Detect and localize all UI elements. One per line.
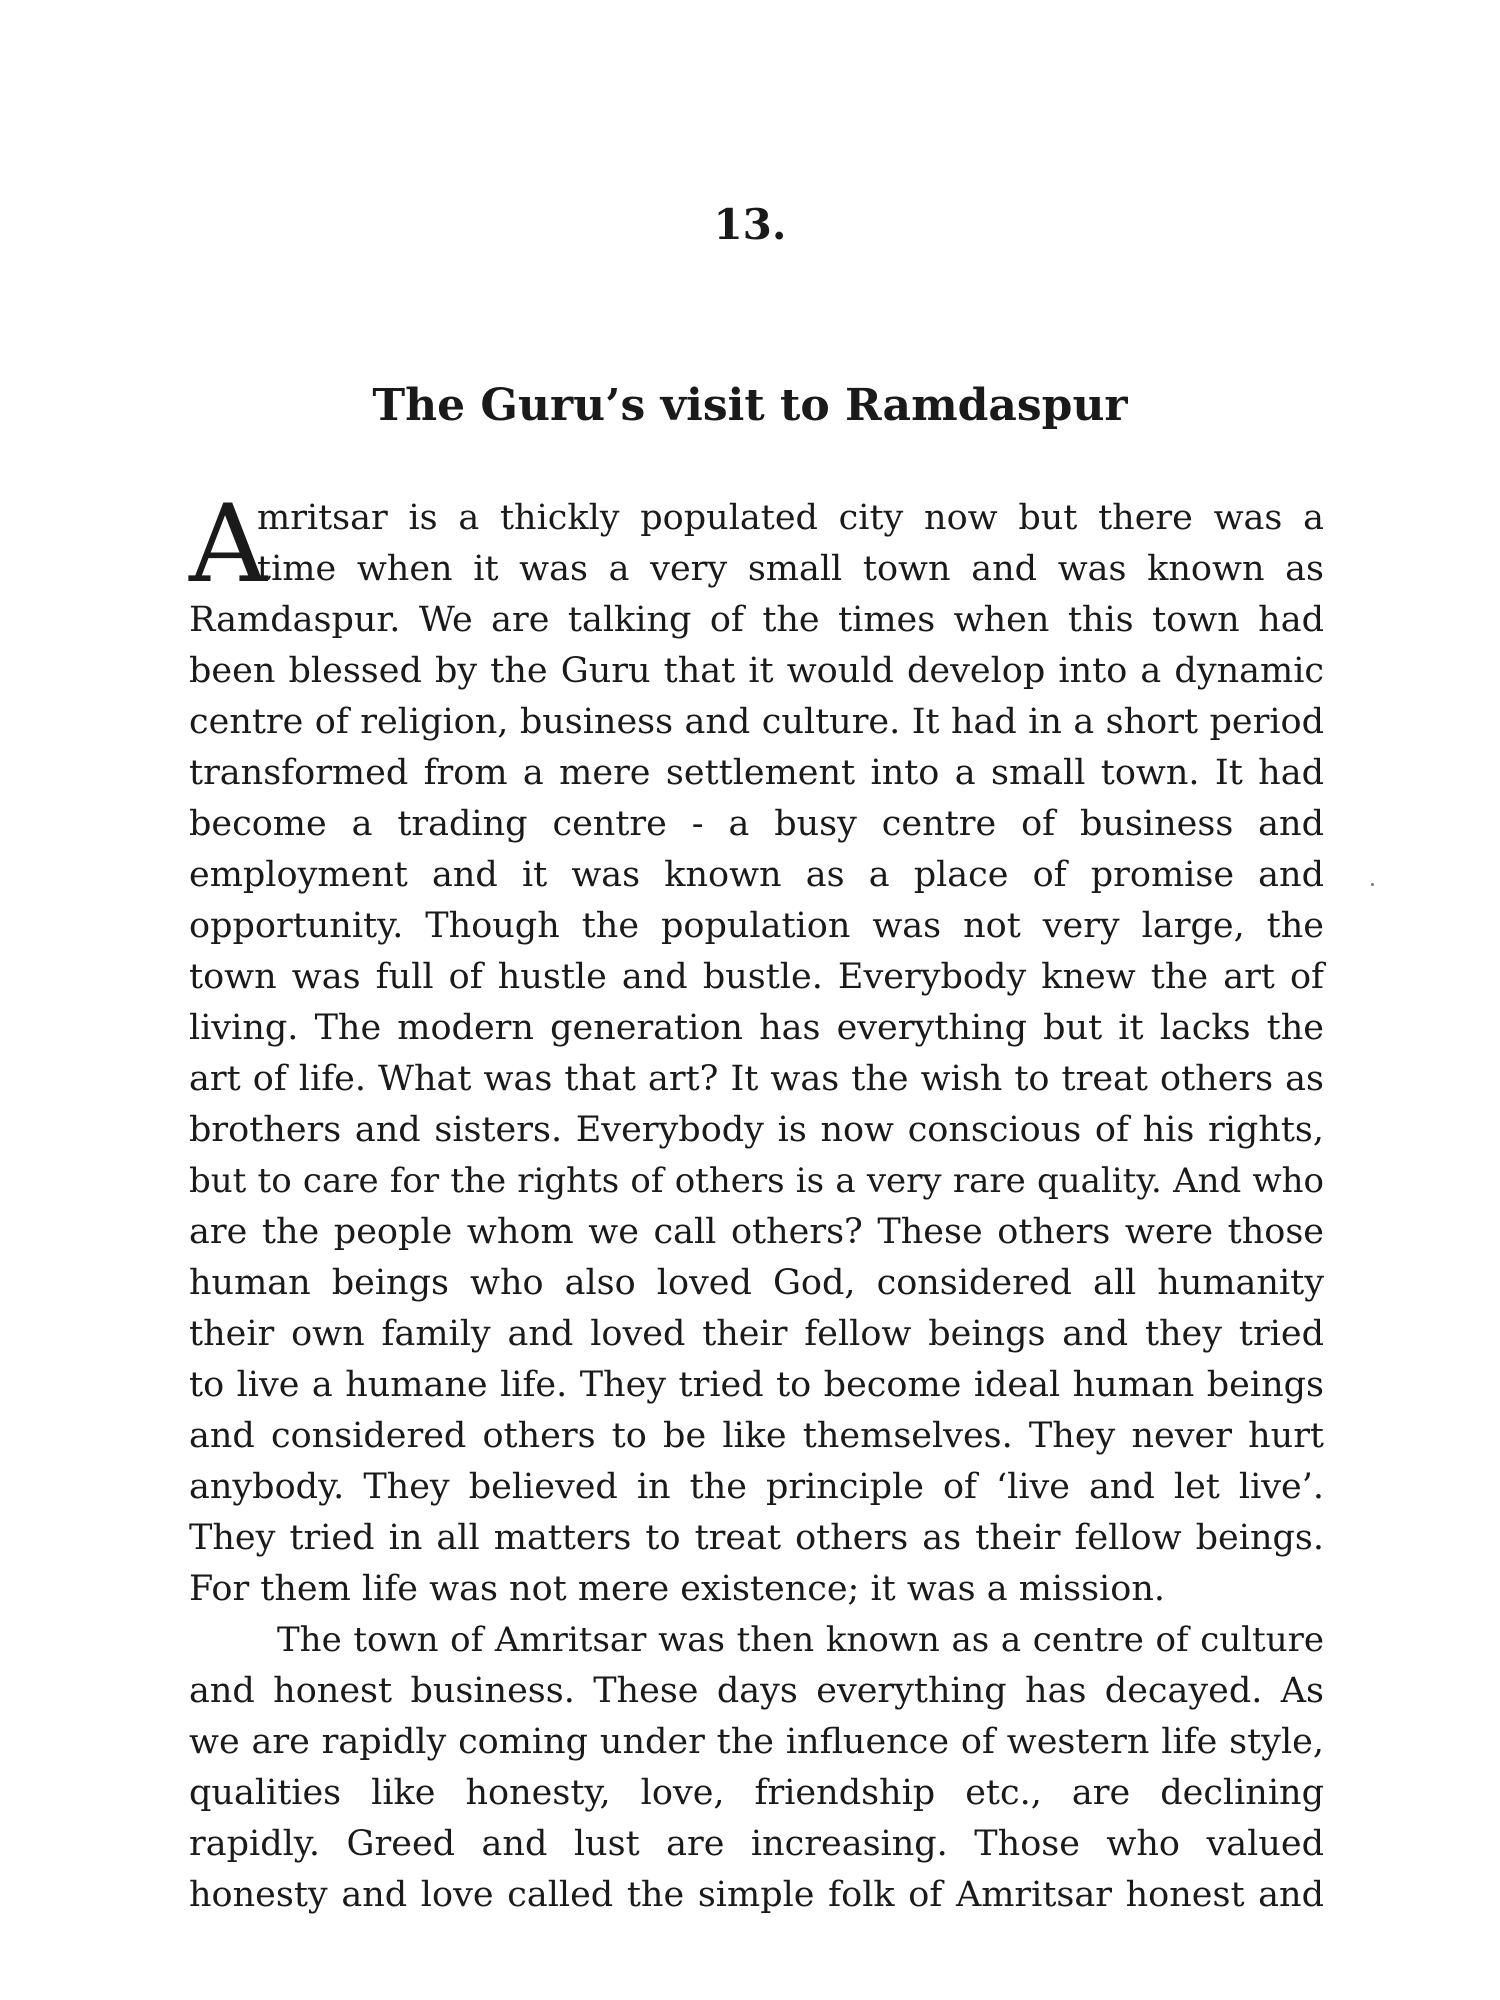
text-line: become a trading centre - a busy centre of business and — [189, 804, 1324, 844]
text-line: and considered others to be like themselves. They never hurt — [189, 1416, 1324, 1456]
text-line: town was full of hustle and bustle. Everybody knew the art of — [189, 957, 1324, 997]
text-line: qualities like honesty, love, friendship etc., are declining — [189, 1773, 1324, 1813]
text-line: For them life was not mere existence; it was a mission. — [189, 1569, 1165, 1609]
text-line: are the people whom we call others? These others were those — [189, 1212, 1324, 1252]
text-line: been blessed by the Guru that it would develop into a dynamic — [189, 651, 1324, 691]
text-line: The town of Amritsar was then known as a centre of culture — [277, 1620, 1324, 1660]
text-line: centre of religion, business and culture. It had in a short period — [189, 702, 1324, 742]
text-line: time when it was a very small town and was known as — [257, 549, 1324, 589]
text-line: human beings who also loved God, considered all humanity — [189, 1263, 1324, 1303]
text-line: but to care for the rights of others is a very rare quality. And who — [189, 1161, 1324, 1201]
text-line: mritsar is a thickly populated city now but there was a — [257, 498, 1324, 538]
text-line: honesty and love called the simple folk of Amritsar honest and — [189, 1875, 1324, 1915]
text-line: rapidly. Greed and lust are increasing. Those who valued — [189, 1824, 1324, 1864]
text-line: and honest business. These days everything has decayed. As — [189, 1671, 1324, 1711]
chapter-number: 13. — [713, 200, 787, 249]
chapter-body — [189, 482, 1324, 1921]
text-line: living. The modern generation has everything but it lacks the — [189, 1008, 1324, 1048]
text-line: opportunity. Though the population was not very large, the — [189, 906, 1324, 946]
chapter-title: The Guru’s visit to Ramdaspur — [372, 380, 1128, 431]
drop-cap: A — [189, 482, 267, 607]
text-line: They tried in all matters to treat others as their fellow beings. — [189, 1518, 1324, 1558]
text-line: their own family and loved their fellow beings and they tried — [189, 1314, 1324, 1354]
text-line: brothers and sisters. Everybody is now conscious of his rights, — [189, 1110, 1324, 1150]
text-line: anybody. They believed in the principle of ‘live and let live’. — [189, 1467, 1324, 1507]
text-line: Ramdaspur. We are talking of the times when this town had — [189, 600, 1324, 640]
text-line: to live a humane life. They tried to become ideal human beings — [189, 1365, 1324, 1405]
scan-speck — [1371, 883, 1374, 886]
text-line: art of life. What was that art? It was the wish to treat others as — [189, 1059, 1324, 1099]
text-line: transformed from a mere settlement into a small town. It had — [189, 753, 1324, 793]
text-line: we are rapidly coming under the influence of western life style, — [189, 1722, 1324, 1762]
text-line: employment and it was known as a place of promise and — [189, 855, 1324, 895]
